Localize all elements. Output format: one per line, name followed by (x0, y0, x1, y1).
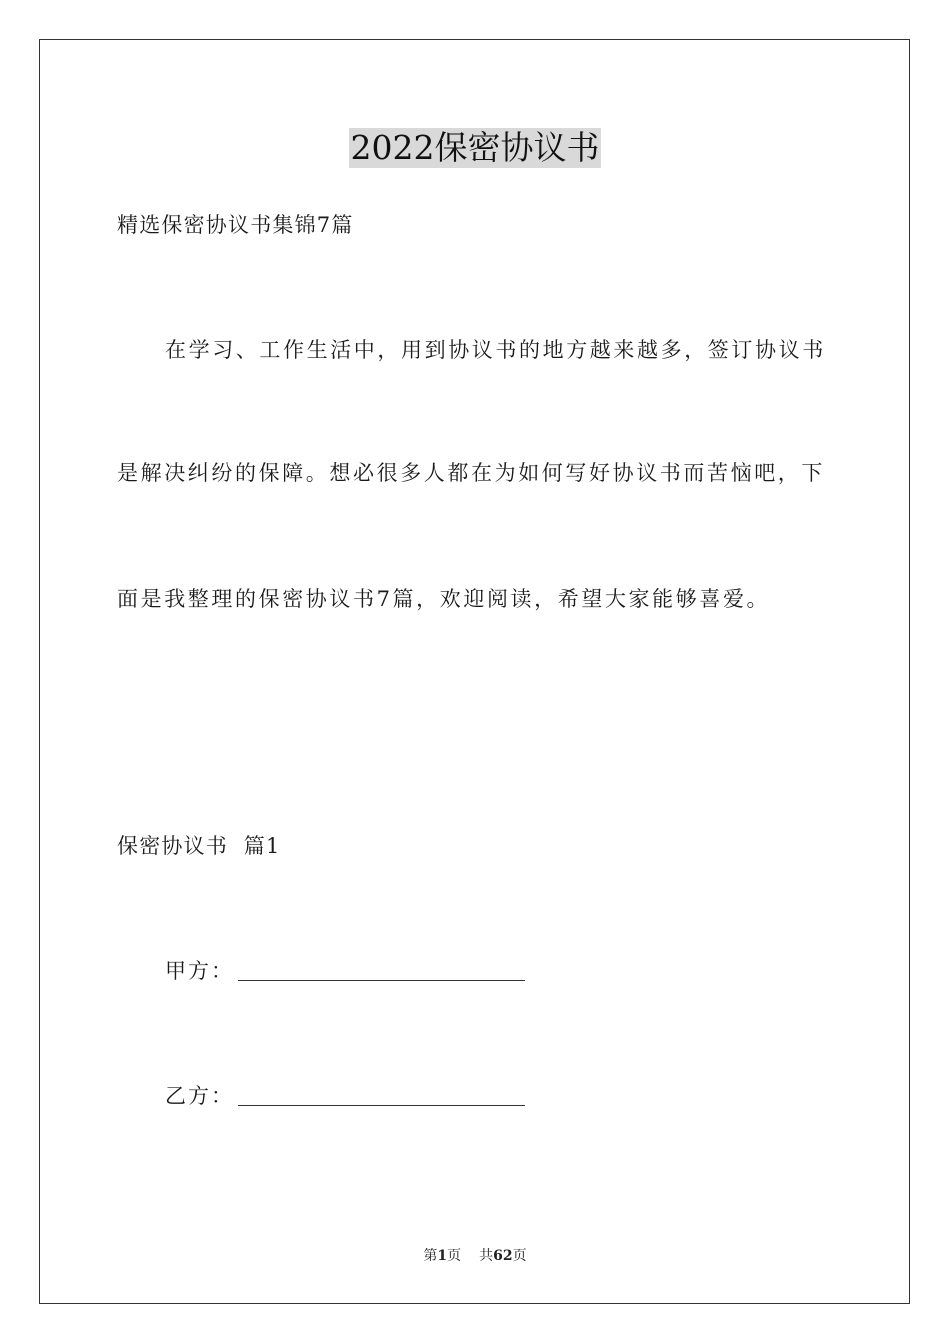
party-a-field (165, 957, 525, 985)
section-heading (117, 832, 281, 860)
intro-line-2: 是解决纠纷的保障。想必很多人都在为如何写好协议书而苦恼吧，下 (117, 461, 825, 485)
party-b-label: 乙方： (165, 1084, 234, 1108)
footer-page-suffix: 页 (447, 1248, 462, 1264)
footer-page-number: 1 (437, 1248, 448, 1264)
intro-line-3: 面是我整理的保密协议书7篇，欢迎阅读，希望大家能够喜爱。 (117, 587, 771, 611)
intro-line-1: 在学习、工作生活中，用到协议书的地方越来越多，签订协议书 (165, 338, 826, 362)
party-b-blank[interactable] (238, 1083, 525, 1106)
footer-page-prefix: 第 (423, 1248, 438, 1264)
footer-total-suffix: 页 (512, 1248, 527, 1264)
document-title: 2022保密协议书 (350, 128, 600, 167)
party-a-blank[interactable] (238, 958, 525, 981)
footer-total-pages: 62 (493, 1248, 513, 1264)
party-a-label: 甲方： (165, 959, 234, 983)
footer-total-prefix: 共 (479, 1248, 494, 1264)
title-container (0, 128, 950, 168)
section-heading-text: 保密协议书 篇1 (117, 834, 281, 858)
document-subtitle: 精选保密协议书集锦7篇 (117, 213, 354, 237)
party-b-field (165, 1082, 525, 1110)
page-footer (0, 1246, 950, 1266)
